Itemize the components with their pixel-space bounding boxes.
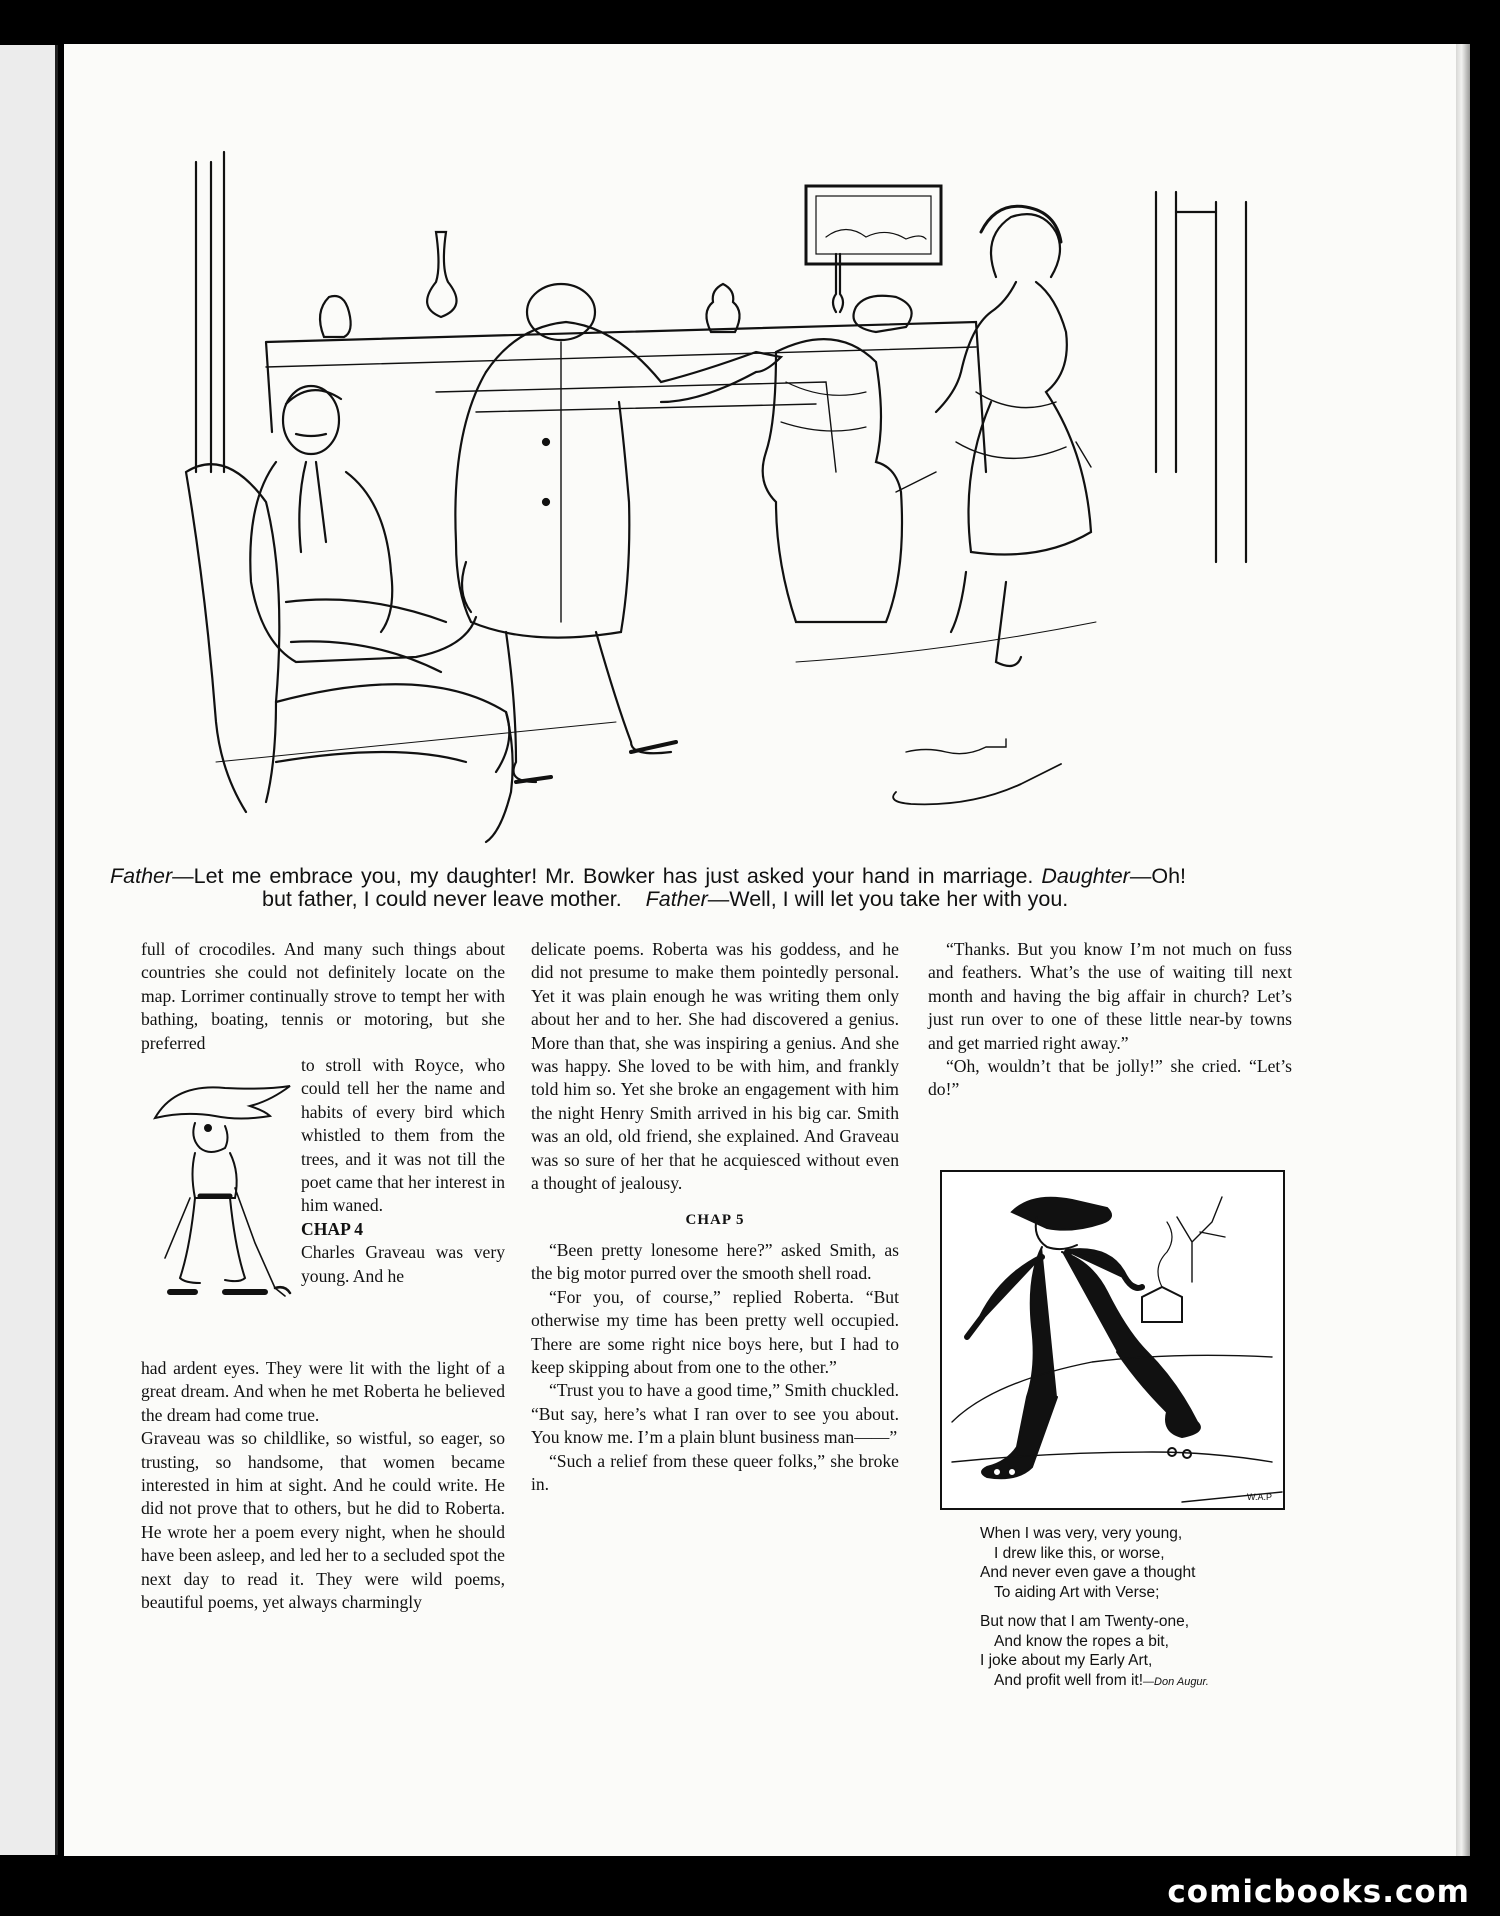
caption-speaker-daughter: Daughter (1041, 864, 1130, 888)
poem-line-8-text: And profit well from it! (994, 1671, 1144, 1689)
cartoon-box (940, 1170, 1285, 1510)
golfer-figure (150, 1078, 300, 1340)
caption-speaker-father: Father (110, 864, 173, 888)
page-gutter (1456, 44, 1470, 1856)
col1-wrap-text (301, 1054, 505, 1288)
column-1 (141, 938, 505, 1055)
poem-line-3: And never even gave a thought (980, 1564, 1196, 1581)
poem-line-4: To aiding Art with Verse; (994, 1583, 1160, 1601)
caption-line-1 (110, 864, 1186, 889)
col1-chap4-continued (141, 1357, 505, 1614)
col1-chap-text-wrap: Charles Graveau was very young. And he (301, 1242, 505, 1286)
poem-line-5: But now that I am Twenty-one, (980, 1613, 1190, 1630)
caption-line-2 (262, 887, 1166, 912)
col2-chap-heading: CHAP 5 (685, 1212, 745, 1229)
col2-para5: “Such a relief from these queer folks,” she broke in. (531, 1450, 899, 1494)
caption-line-1-text: —Let me embrace you, my daughter! Mr. Bowker has just asked your hand in marriage. (172, 864, 1034, 888)
poem (980, 1524, 1300, 1692)
col3-para1: “Thanks. But you know I’m not much on fuss and feathers. What’s the use of waiting till next month and having the big affair in church? Let’s just run over to one of these little near-by towns and get married right away.” (928, 939, 1292, 1053)
col1-chap-heading: CHAP 4 (301, 1218, 364, 1239)
walking-man-cartoon (942, 1172, 1283, 1508)
col3-para2: “Oh, wouldn’t that be jolly!” she cried. “Let’s do!” (928, 1056, 1292, 1100)
col2-para2: “Been pretty lonesome here?” asked Smith, as the big motor purred over the smooth shell road. (531, 1239, 899, 1284)
poem-line-7: I joke about my Early Art, (980, 1652, 1153, 1669)
caption-line-2-end: —Well, I will let you take her with you. (707, 887, 1069, 911)
col2-para4: “Trust you to have a good time,” Smith chuckled. “But say, here’s what I ran over to see you about. You know me. I’m a plain blunt business man——” (531, 1380, 899, 1448)
col1-top-text: full of crocodiles. And many such things about countries she could not definitely locate on the map. Lorrimer continually strove to tempt her with bathing, boating, tennis or motoring, but she preferred (141, 939, 505, 1053)
main-illustration (176, 142, 1276, 862)
col2-para3: “For you, of course,” replied Roberta. “But otherwise my time has been pretty well occupied. There are some right nice boys here, but I had to keep skipping about from one to the other.” (531, 1286, 899, 1377)
poem-line-8 (980, 1671, 1300, 1693)
caption-line-1-end: —Oh! (1129, 864, 1186, 888)
cartoon-signature: W.A.P (1247, 1492, 1273, 1502)
caption-line-2-text: but father, I could never leave mother. (262, 887, 622, 911)
caption-speaker-father-2: Father (645, 887, 708, 911)
column-2 (531, 938, 899, 1496)
watermark: comicbooks.com (1167, 1874, 1470, 1910)
poem-author: —Don Augur. (1143, 1675, 1209, 1688)
poem-line-1: When I was very, very young, (980, 1525, 1183, 1542)
col1-chap-text-rest: had ardent eyes. They were lit with the light of a great dream. And when he met Roberta he believed the dream had come true. (141, 1358, 505, 1425)
poem-line-6: And know the ropes a bit, (994, 1632, 1169, 1650)
column-3 (928, 938, 1292, 1102)
poem-line-2: I drew like this, or worse, (994, 1544, 1165, 1562)
col1-wrap-paragraph: to stroll with Royce, who could tell her the name and habits of every bird which whistled to them from the trees, and it was not till the poet came that her interest in him waned. (301, 1055, 505, 1216)
left-page-edge (0, 45, 58, 1855)
col2-para1: delicate poems. Roberta was his goddess, and he did not presume to make them pointedly personal. Yet it was plain enough he was writing them only about her and to her. She had discovered a genius. More than that, she was inspiring a genius. And she was happy. She loved to be with him, and frankly told him so. Yet she broke an engagement with him the night Henry Smith arrived in his big car. Smith was an old, old friend, she explained. And Graveau was so sure of her that he acquiesced without even a thought of jealousy. (531, 939, 899, 1194)
col1-para2: Graveau was so childlike, so wistful, so eager, so trusting, so handsome, that women became interested in him at sight. And he could write. He did not prove that to others, but he did to Roberta. He wrote her a poem every night, when he should have been asleep, and led her to a secluded spot the next day to read it. They were wild poems, beautiful poems, yet always charmingly (141, 1428, 505, 1613)
